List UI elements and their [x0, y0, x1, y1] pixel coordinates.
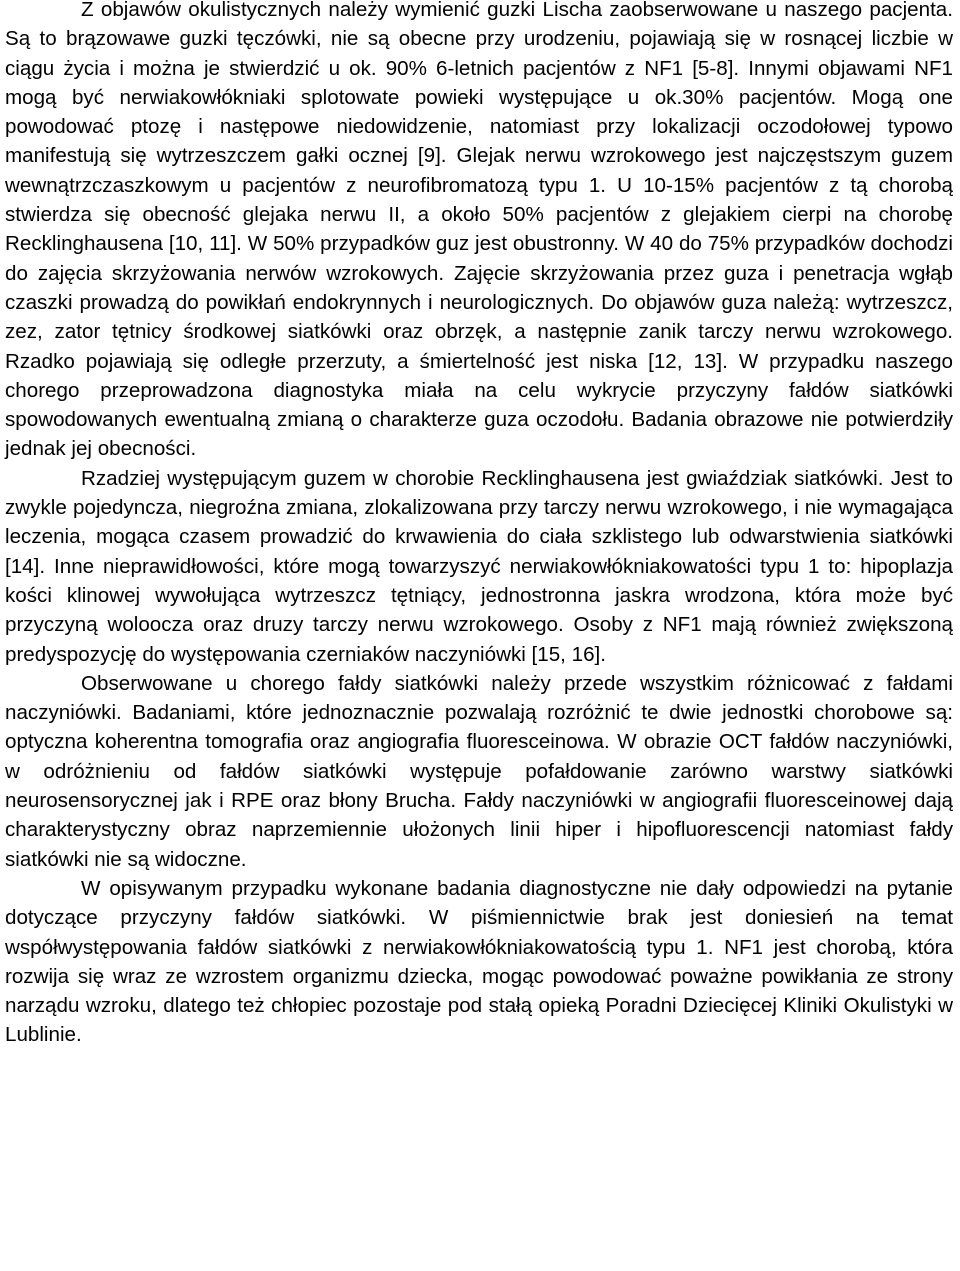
paragraph-4: W opisywanym przypadku wykonane badania diagnostyczne nie dały odpowiedzi na pytanie dotyczące przyczyny fałdów siatkówki. W piśmiennictwie brak jest doniesień na temat współwystępowania fałdów siatkówki z nerwiakowłókniakowatością typu 1. NF1 jest chorobą, która rozwija się wraz ze wzrostem organizmu dziecka, mogąc powodować poważne powikłania ze strony narządu wzroku, dlatego też chłopiec pozostaje pod stałą opieką Poradni Dziecięcej Kliniki Okulistyki w Lublinie. — [5, 876, 953, 1047]
paragraph-2: Rzadziej występującym guzem w chorobie Recklinghausena jest gwiaździak siatkówki. Jest to zwykle pojedyncza, niegroźna zmiana, zlokalizowana przy tarczy nerwu wzrokowego, i nie wymagająca leczenia, mogąca czasem prowadzić do krwawienia do ciała szklistego lub odwarstwienia siatkówki [14]. Inne nieprawidłowości, które mogą towarzyszyć nerwiakowłókniakowatości typu 1 to: hipoplazja kości klinowej wywołująca wytrzeszcz tętniący, jednostronna jaskra wrodzona, która może być przyczyną woloocza oraz druzy tarczy nerwu wzrokowego. Osoby z NF1 mają również zwiększoną predyspozycję do występowania czerniaków naczyniówki [15, 16]. — [5, 466, 953, 666]
paragraph-3: Obserwowane u chorego fałdy siatkówki należy przede wszystkim różnicować z fałdami naczyniówki. Badaniami, które jednoznacznie pozwalają rozróżnić te dwie jednostki chorobowe są: optyczna koherentna tomografia oraz angiografia fluoresceinowa. W obrazie OCT fałdów naczyniówki, w odróżnieniu od fałdów siatkówki występuje pofałdowanie zarówno warstwy siatkówki neurosensorycznej jak i RPE oraz błony Brucha. Fałdy naczyniówki w angiografii fluoresceinowej dają charakterystyczny obraz naprzemiennie ułożonych linii hiper i hipofluorescencji natomiast fałdy siatkówki nie są widoczne. — [5, 671, 953, 871]
paragraph-1: Z objawów okulistycznych należy wymienić guzki Lischa zaobserwowane u naszego pacjenta. Są to brązowawe guzki tęczówki, nie są obecne przy urodzeniu, pojawiają się w rosnącej liczbie w ciągu życia i można je stwierdzić u ok. 90% 6-letnich pacjentów z NF1 [5-8]. Innymi objawami NF1 mogą być nerwiakowłókniaki splotowate powieki występujące u ok.30% pacjentów. Mogą one powodować ptozę i następowe niedowidzenie, natomiast przy lokalizacji oczodołowej typowo manifestują się wytrzeszczem gałki ocznej [9]. Glejak nerwu wzrokowego jest najczęstszym guzem wewnątrzczaszkowym u pacjentów z neurofibromatozą typu 1. U 10-15% pacjentów z tą chorobą stwierdza się obecność glejaka nerwu II, a około 50% pacjentów z glejakiem cierpi na chorobę Recklinghausena [10, 11]. W 50% przypadków guz jest obustronny. W 40 do 75% przypadków dochodzi do zajęcia skrzyżowania nerwów wzrokowych. Zajęcie skrzyżowania przez guza i penetracja wgłąb czaszki prowadzą do powikłań endokrynnych i neurologicznych. Do objawów guza należą: wytrzeszcz, zez, zator tętnicy środkowej siatkówki oraz obrzęk, a następnie zanik tarczy nerwu wzrokowego. Rzadko pojawiają się odległe przerzuty, a śmiertelność jest niska [12, 13]. W przypadku naszego chorego przeprowadzona diagnostyka miała na celu wykrycie przyczyny fałdów siatkówki spowodowanych ewentualną zmianą o charakterze guza oczodołu. Badania obrazowe nie potwierdziły jednak jej obecności. — [5, 0, 953, 461]
